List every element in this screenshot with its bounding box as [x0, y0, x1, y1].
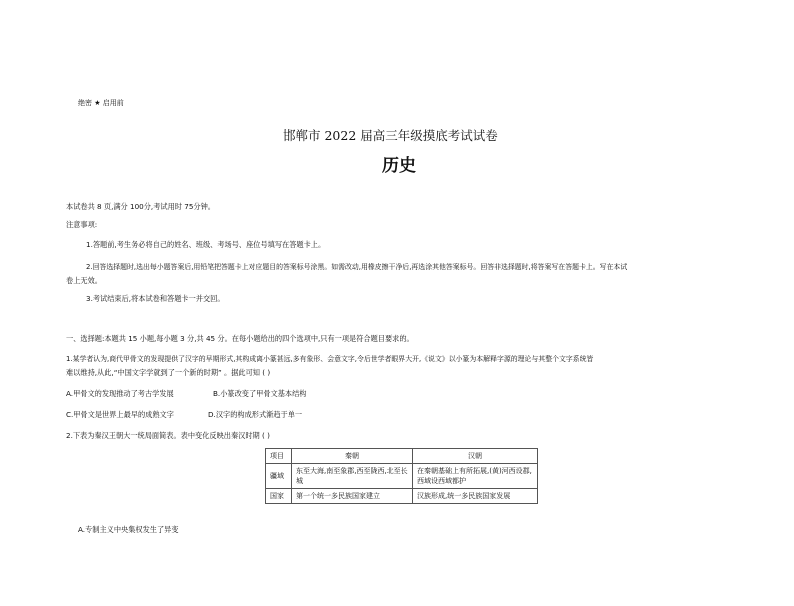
q1-stem-line-1: 1.某学者认为,商代甲骨文的发现提供了汉字的早期形式,其构成离小篆甚远,多有象形、会意文字,令后世学者眼界大开,《说文》以小篆为本解释字源的理论与其整个文字系统皆 — [66, 355, 594, 363]
q1-stem-line-2: 难以维持,从此,“中国文字学就到了一个新的时期” 。据此可知 ( ) — [66, 368, 271, 377]
table-header-cell: 项目 — [266, 449, 292, 464]
q1-option-b: B.小篆改变了甲骨文基本结构 — [213, 389, 307, 398]
section-heading: 一、选择题:本题共 15 小题,每小题 3 分,共 45 分。在每小题给出的四个选项中,只有一项是符合题目要求的。 — [66, 334, 414, 343]
table-cell: 国家 — [266, 489, 292, 504]
table-cell: 在秦朝基础上有所拓展,(黄)河西设郡,西域设西域都护 — [413, 464, 538, 489]
table-row — [266, 464, 538, 489]
q1-option-d: D.汉字的构成形式渐趋于单一 — [208, 410, 303, 419]
table-cell: 疆域 — [266, 464, 292, 489]
subject-title: 历史 — [382, 156, 416, 176]
table-cell: 东至大海,南至象郡,西至陇西,北至长城 — [292, 464, 413, 489]
table-header-row — [266, 449, 538, 464]
note-2-line-1: 2.回答选择题时,选出每小题答案后,用铅笔把答题卡上对应题目的答案标号涂黑。如需改动,用橡皮擦干净后,再选涂其他答案标号。回答非选择题时,将答案写在答题卡上。写在本试 — [86, 263, 628, 271]
q2-option-a: A.专制主义中央集权发生了异变 — [78, 525, 179, 534]
table-header-cell: 汉朝 — [413, 449, 538, 464]
exam-title: 邯郸市 2022 届高三年级摸底考试试卷 — [283, 128, 498, 143]
q1-option-c: C.甲骨文是世界上最早的成熟文字 — [66, 410, 174, 419]
exam-info: 本试卷共 8 页,满分 100分,考试用时 75分钟。 — [66, 202, 215, 211]
table-header-cell: 秦朝 — [292, 449, 413, 464]
note-2-line-2: 卷上无效。 — [66, 276, 102, 285]
note-3: 3.考试结束后,将本试卷和答题卡一并交回。 — [86, 294, 225, 303]
q1-option-a: A.甲骨文的发现推动了考古学发展 — [66, 389, 174, 398]
q2-stem: 2.下表为秦汉王朝大一统局面简表。表中变化反映出秦汉时期 ( ) — [66, 431, 270, 440]
table-cell: 汉族形成,统一多民族国家发展 — [413, 489, 538, 504]
table-row — [266, 489, 538, 504]
confidential-label: 绝密 ★ 启用前 — [78, 99, 124, 107]
note-1: 1.答题前,考生务必将自己的姓名、班级、考场号、座位号填写在答题卡上。 — [86, 240, 326, 249]
table-cell: 第一个统一多民族国家建立 — [292, 489, 413, 504]
notes-title: 注意事项: — [66, 220, 98, 229]
q2-table — [265, 448, 538, 504]
